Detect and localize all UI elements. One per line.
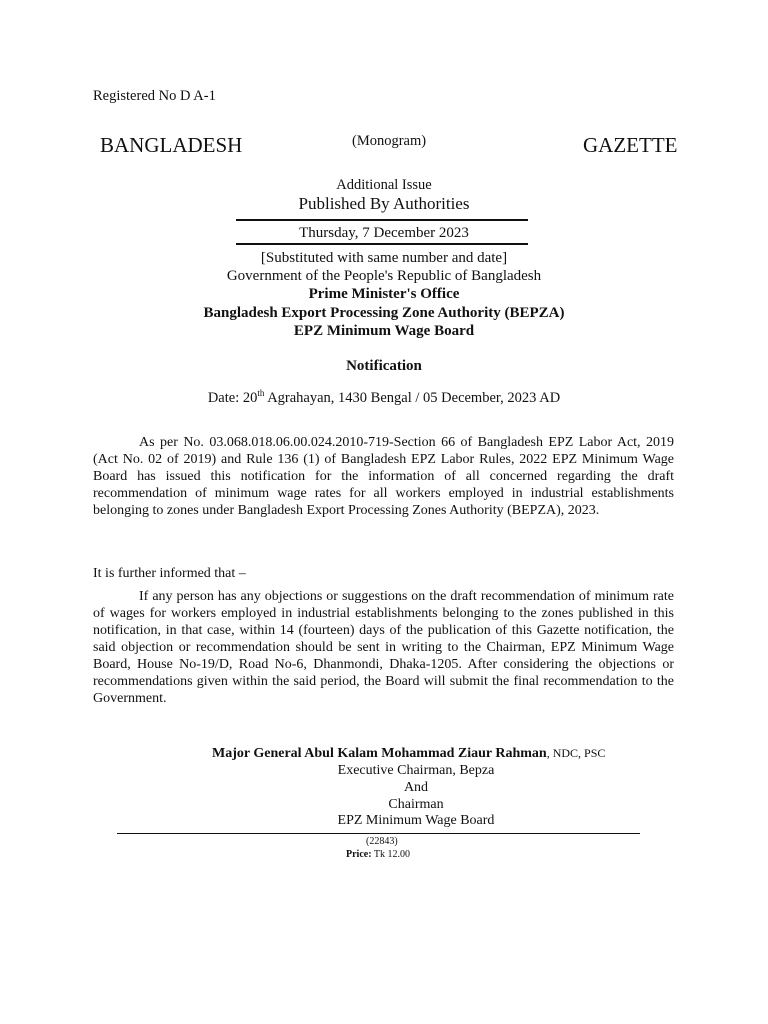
signatory-name: Major General Abul Kalam Mohammad Ziaur Rahman (212, 746, 547, 761)
footer-divider (117, 833, 640, 834)
issue-type: Additional Issue (336, 177, 432, 193)
date-ordinal: th (257, 388, 265, 398)
further-informed: It is further informed that – (93, 566, 246, 581)
office-line: Prime Minister's Office (308, 286, 460, 302)
substituted-note: [Substituted with same number and date] (260, 250, 508, 266)
date-prefix: Date: 20 (207, 389, 258, 406)
signatory-conjunction: And (403, 780, 429, 795)
date-rest: Agrahayan, 1430 Bengal / 05 December, 2023 AD (264, 389, 561, 406)
signatory-title-1: Executive Chairman, Bepza (337, 763, 495, 778)
notification-date (0, 388, 768, 407)
body-paragraph-2: If any person has any objections or suggestions on the draft recommendation of minimum rate of wages for workers employed in industrial establishments belonging to the zones published in this notification, in that case, within 14 (fourteen) days of the publication of this Gazette notification, the said objection or recommendation should be sent in writing to the Chairman, EPZ Minimum Wage Board, House No-19/D, Road No-6, Dhanmondi, Dhaka-1205. After considering the objections or recommendations given within the said period, the Board will submit the final recommendation to the Government. (93, 589, 674, 706)
signatory-name-line (212, 746, 605, 762)
price-value: Tk 12.00 (371, 849, 410, 860)
board-line: EPZ Minimum Wage Board (293, 323, 475, 339)
top-divider (236, 219, 528, 221)
signatory-title-2: Chairman (388, 797, 444, 812)
issue-date: Thursday, 7 December 2023 (299, 225, 469, 241)
authority-line: Bangladesh Export Processing Zone Authority (BEPZA) (203, 305, 565, 321)
signatory-title-3: EPZ Minimum Wage Board (337, 813, 495, 828)
price-line (346, 849, 410, 860)
date-divider (236, 243, 528, 245)
registration-number: Registered No D A-1 (93, 88, 216, 104)
government-line: Government of the People's Republic of Bangladesh (226, 268, 542, 284)
signatory-suffix: , NDC, PSC (546, 746, 606, 760)
notification-title: Notification (346, 358, 422, 374)
gazette-code: (22843) (366, 836, 398, 847)
publisher-line: Published By Authorities (298, 194, 470, 213)
price-label: Price: (346, 849, 372, 860)
masthead-left: BANGLADESH (100, 133, 243, 157)
monogram-placeholder: (Monogram) (352, 133, 427, 149)
body-paragraph-1: As per No. 03.068.018.06.00.024.2010-719-Section 66 of Bangladesh EPZ Labor Act, 2019 (Act No. 02 of 2019) and Rule 136 (1) of Bangladesh EPZ Labor Rules, 2022 EPZ Minimum Wage Board has issued this notification for the information of all concerned regarding the draft recommendation of minimum wage rates for all workers employed in industrial establishments belonging to zones under Bangladesh Export Processing Zones Authority (BEPZA), 2023. (93, 435, 674, 518)
masthead-right: GAZETTE (583, 133, 678, 157)
